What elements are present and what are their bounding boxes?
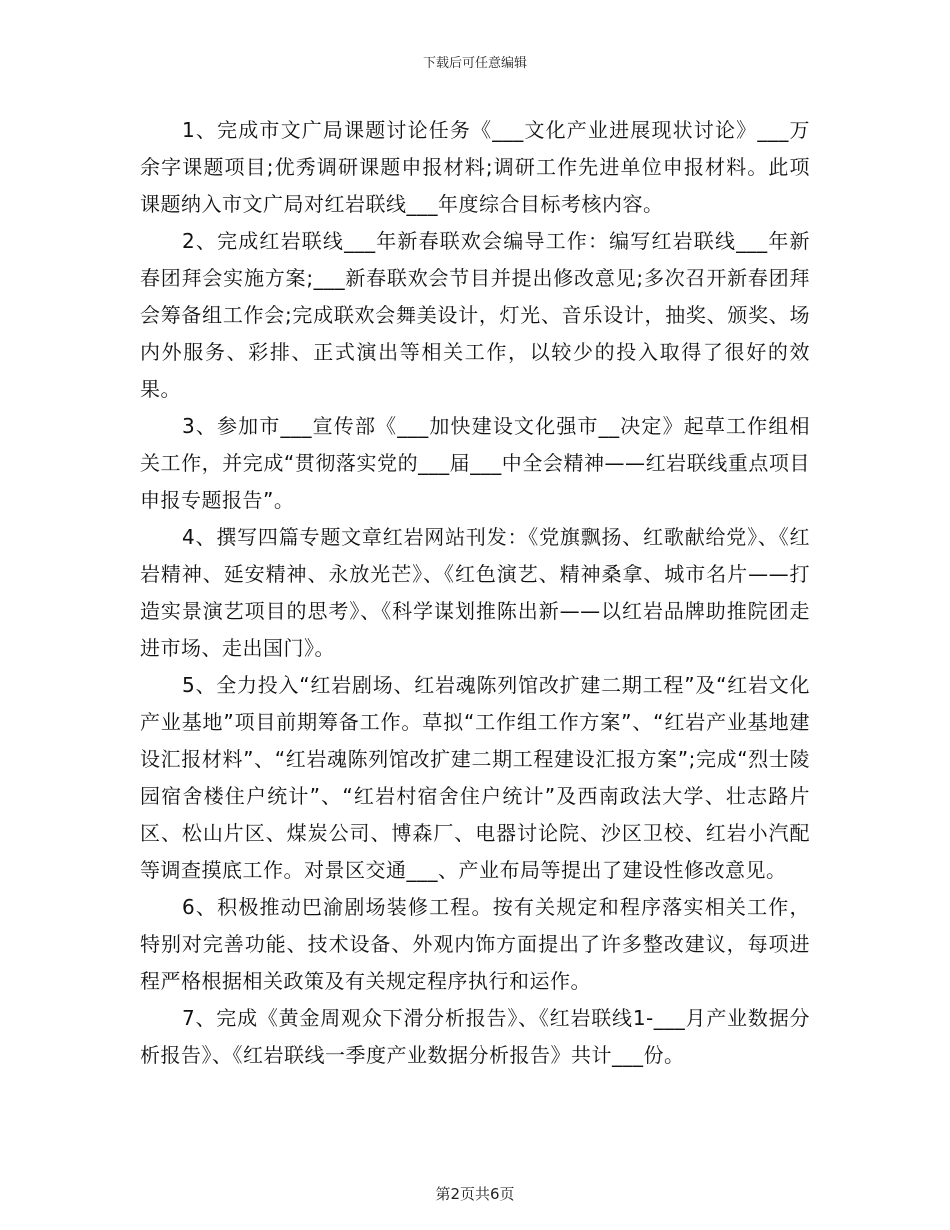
document-body [140,112,810,1074]
header-note: 下载后可任意编辑 [422,56,527,71]
paragraph-3: 3、参加市___宣传部《___加快建设文化强市__决定》起草工作组相关工作，并完成“贯彻落实党的___届___中全会精神——红岩联线重点项目申报专题报告”。 [140,414,810,512]
paragraph-6: 6、积极推动巴渝剧场装修工程。按有关规定和程序落实相关工作，特别对完善功能、技术设备、外观内饰方面提出了许多整改建议，每项进程严格根据相关政策及有关规定程序执行和运作。 [140,895,810,993]
paragraph-7: 7、完成《黄金周观众下滑分析报告》、《红岩联线1-___月产业数据分析报告》、《红岩联线一季度产业数据分析报告》共计___份。 [140,1006,810,1067]
paragraph-5: 5、全力投入“红岩剧场、红岩魂陈列馆改扩建二期工程”及“红岩文化产业基地”项目前期筹备工作。草拟“工作组工作方案”、“红岩产业基地建设汇报材料”、“红岩魂陈列馆改扩建二期工程建设汇报方案”;完成“烈士陵园宿舍楼住户统计”、“红岩村宿舍住户统计”及西南政法大学、壮志路片区、松山片区、煤炭公司、博森厂、电器讨论院、沙区卫校、红岩小汽配等调查摸底工作。对景区交通___、产业布局等提出了建设性修改意见。 [140,673,810,882]
paragraph-2: 2、完成红岩联线___年新春联欢会编导工作：编写红岩联线___年新春团拜会实施方案;___新春联欢会节目并提出修改意见;多次召开新春团拜会筹备组工作会;完成联欢会舞美设计，灯光、音乐设计，抽奖、颁奖、场内外服务、彩排、正式演出等相关工作，以较少的投入取得了很好的效果。 [140,229,810,401]
page-indicator: 第2页共6页 [435,1185,515,1203]
paragraph-1: 1、完成市文广局课题讨论任务《___文化产业进展现状讨论》___万余字课题项目;优秀调研课题申报材料;调研工作先进单位申报材料。此项课题纳入市文广局对红岩联线___年度综合目标考核内容。 [140,118,810,216]
paragraph-4: 4、撰写四篇专题文章红岩网站刊发：《党旗飘扬、红歌献给党》、《红岩精神、延安精神、永放光芒》、《红色演艺、精神桑拿、城市名片——打造实景演艺项目的思考》、《科学谋划推陈出新——以红岩品牌助推院团走进市场、走出国门》。 [140,525,810,660]
